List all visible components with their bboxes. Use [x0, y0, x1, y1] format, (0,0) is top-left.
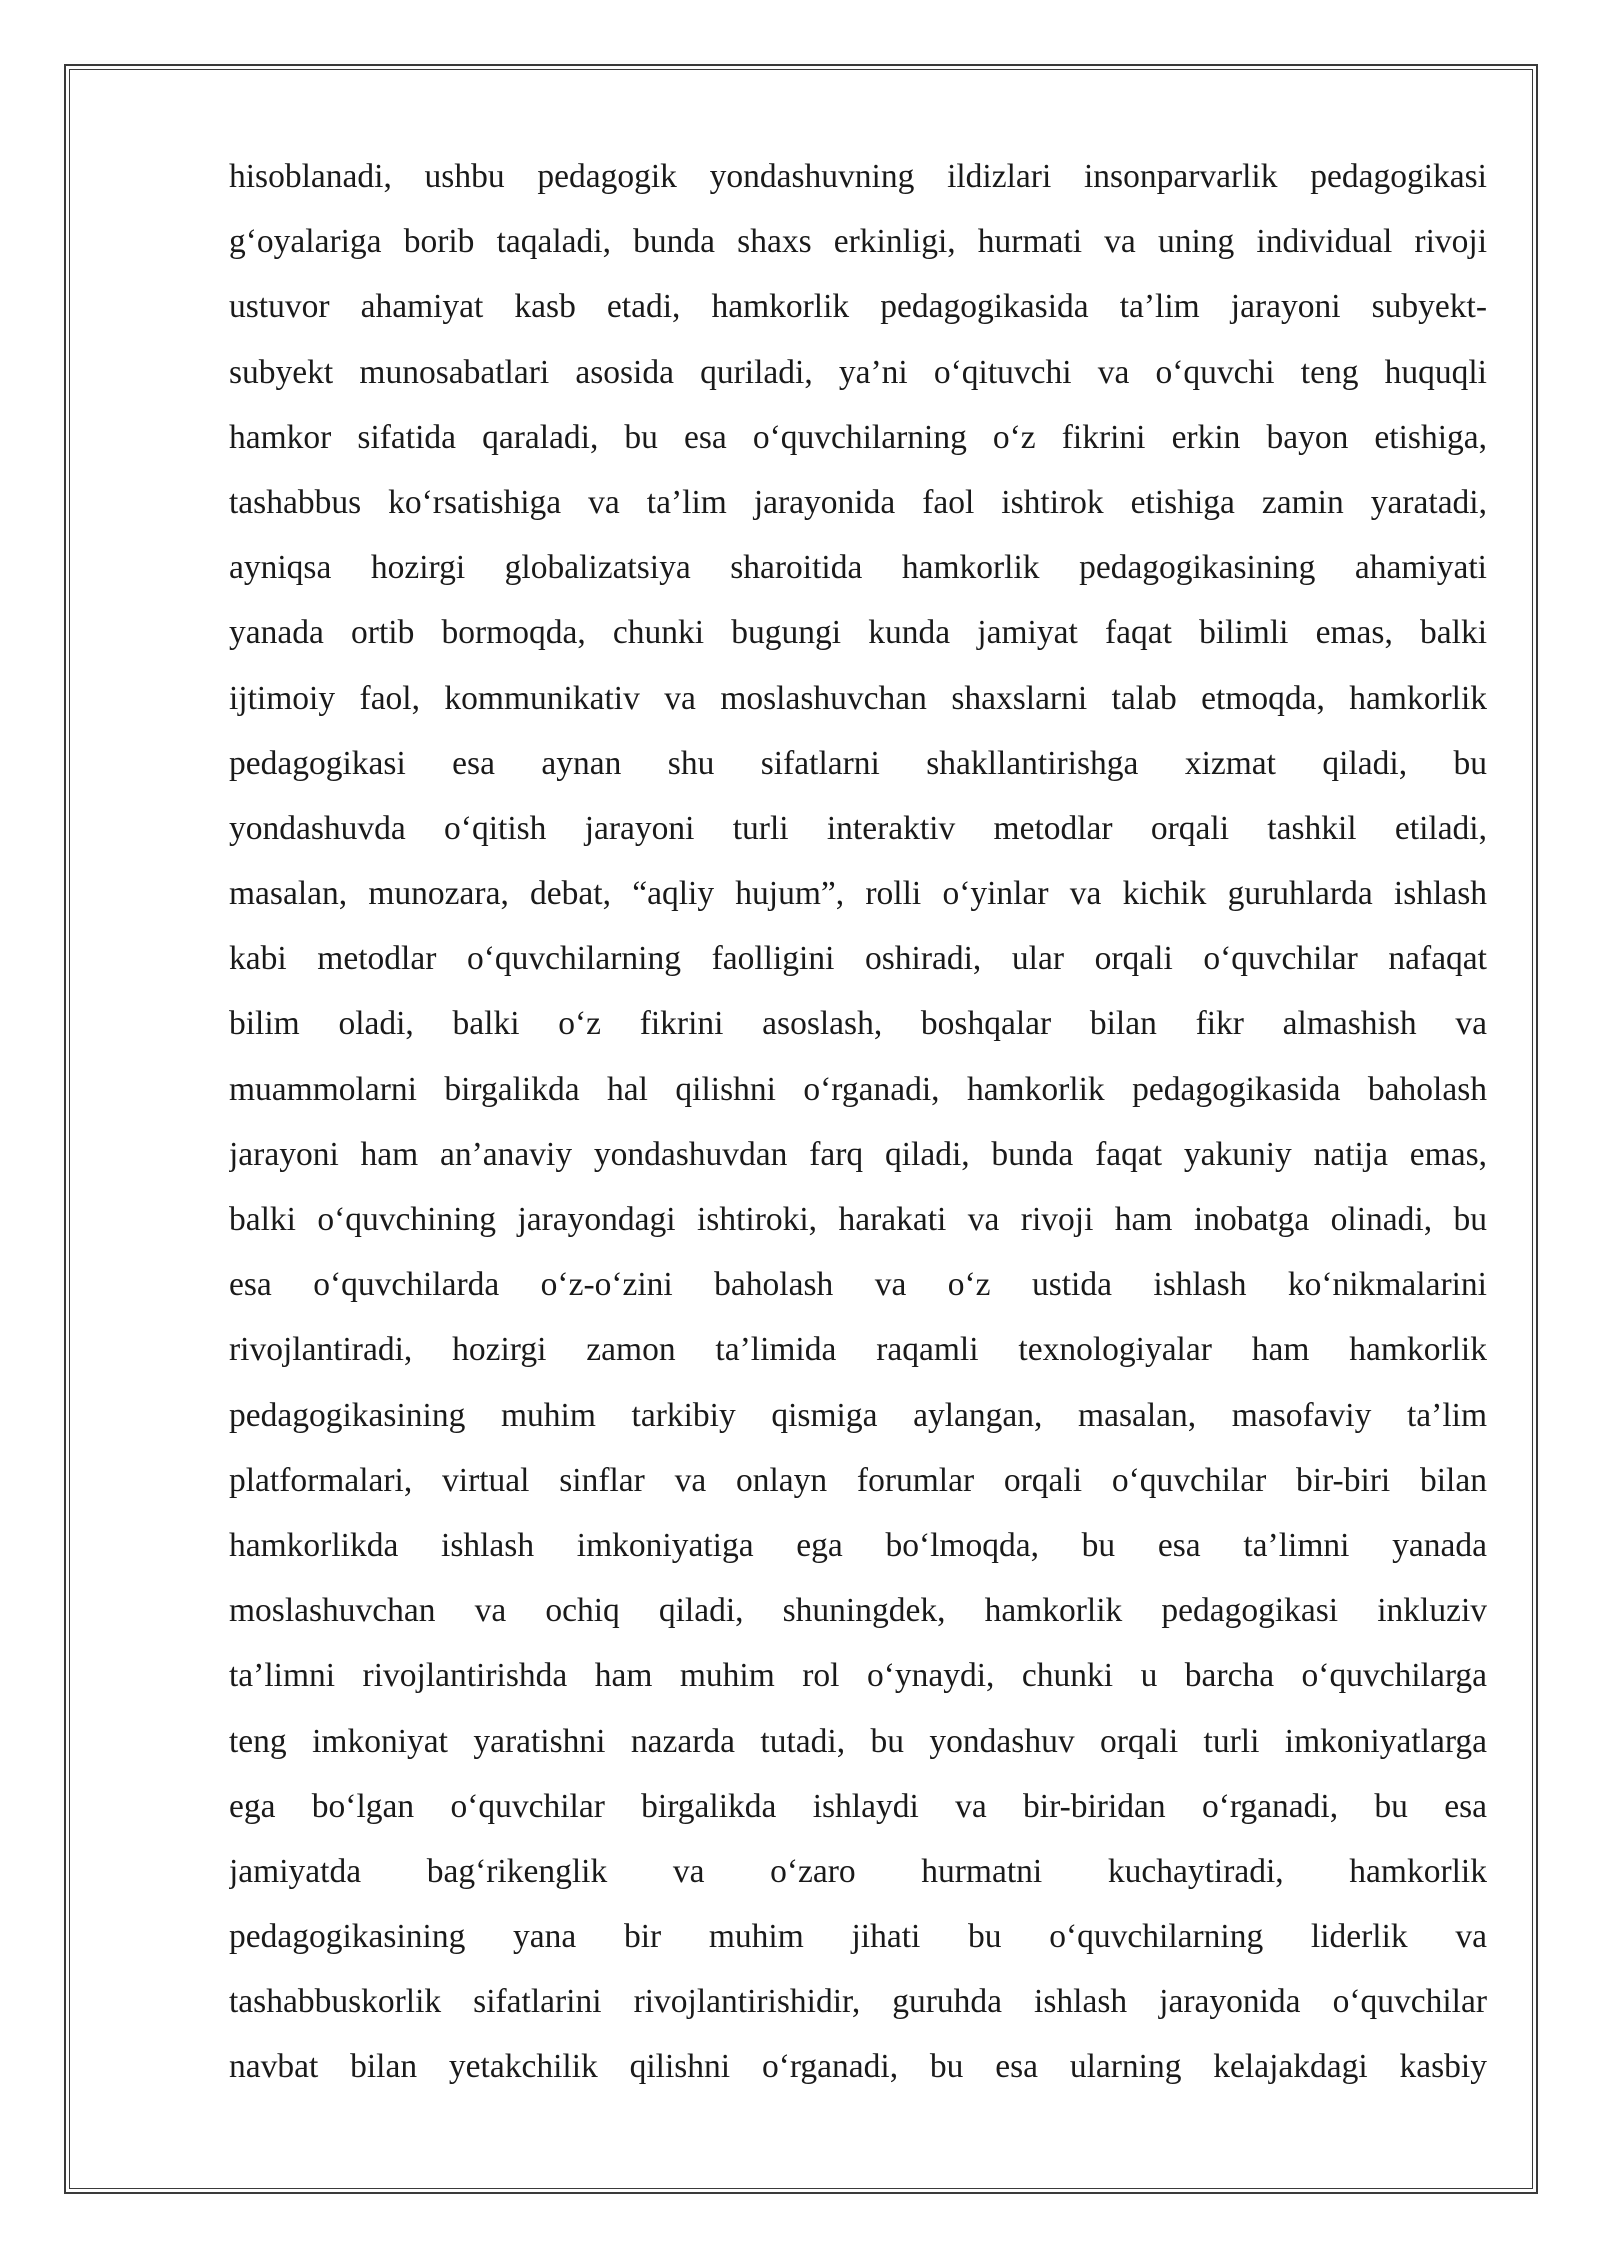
body-paragraph — [229, 144, 1487, 2100]
text-line: tashabbus ko‘rsatishiga va ta’lim jarayonida faol ishtirok etishiga zamin yaratadi, — [229, 483, 1487, 521]
text-line: balki o‘quvchining jarayondagi ishtiroki, harakati va rivoji ham inobatga olinadi, bu — [229, 1201, 1487, 1238]
text-line: subyekt munosabatlari asosida quriladi, ya’ni o‘qituvchi va o‘quvchi teng huquqli — [229, 353, 1487, 391]
text-line: yondashuvda o‘qitish jarayoni turli interaktiv metodlar orqali tashkil etiladi, — [229, 809, 1487, 847]
text-line: ustuvor ahamiyat kasb etadi, hamkorlik pedagogikasida ta’lim jarayoni subyekt- — [229, 288, 1487, 326]
text-line: platformalari, virtual sinflar va onlayn forumlar orqali o‘quvchilar bir-biri bilan — [229, 1461, 1487, 1499]
text-line: jamiyatda bag‘rikenglik va o‘zaro hurmatni kuchaytiradi, hamkorlik — [229, 1852, 1487, 1890]
text-line: bilim oladi, balki o‘z fikrini asoslash, boshqalar bilan fikr almashish va — [229, 1005, 1487, 1043]
text-line: ayniqsa hozirgi globalizatsiya sharoitida hamkorlik pedagogikasining ahamiyati — [229, 549, 1487, 587]
text-line: yanada ortib bormoqda, chunki bugungi kunda jamiyat faqat bilimli emas, balki — [229, 614, 1487, 652]
text-line: esa o‘quvchilarda o‘z-o‘zini baholash va o‘z ustida ishlash ko‘nikmalarini — [229, 1266, 1487, 1304]
text-line: g‘oyalariga borib taqaladi, bunda shaxs erkinligi, hurmati va uning individual rivoji — [229, 223, 1487, 261]
text-line: tashabbuskorlik sifatlarini rivojlantirishidir, guruhda ishlash jarayonida o‘quvchilar — [229, 1983, 1487, 2021]
text-line: ta’limni rivojlantirishda ham muhim rol o‘ynaydi, chunki u barcha o‘quvchilarga — [229, 1657, 1487, 1695]
text-line: navbat bilan yetakchilik qilishni o‘rganadi, bu esa ularning kelajakdagi kasbiy — [229, 2048, 1487, 2086]
text-line: pedagogikasi esa aynan shu sifatlarni shakllantirishga xizmat qiladi, bu — [229, 744, 1487, 782]
text-line: jarayoni ham an’anaviy yondashuvdan farq qiladi, bunda faqat yakuniy natija emas, — [229, 1135, 1487, 1173]
text-line: pedagogikasining muhim tarkibiy qismiga aylangan, masalan, masofaviy ta’lim — [229, 1396, 1487, 1434]
text-line: moslashuvchan va ochiq qiladi, shuningdek, hamkorlik pedagogikasi inkluziv — [229, 1592, 1487, 1630]
text-line: masalan, munozara, debat, “aqliy hujum”, rolli o‘yinlar va kichik guruhlarda ishlash — [229, 875, 1487, 913]
text-line: hamkor sifatida qaraladi, bu esa o‘quvchilarning o‘z fikrini erkin bayon etishiga, — [229, 418, 1487, 456]
text-line: hamkorlikda ishlash imkoniyatiga ega bo‘lmoqda, bu esa ta’limni yanada — [229, 1526, 1487, 1564]
text-line: kabi metodlar o‘quvchilarning faolligini oshiradi, ular orqali o‘quvchilar nafaqat — [229, 940, 1487, 978]
text-line: rivojlantiradi, hozirgi zamon ta’limida raqamli texnologiyalar ham hamkorlik — [229, 1331, 1487, 1369]
text-line: ega bo‘lgan o‘quvchilar birgalikda ishlaydi va bir-biridan o‘rganadi, bu esa — [229, 1787, 1487, 1825]
text-line: hisoblanadi, ushbu pedagogik yondashuvning ildizlari insonparvarlik pedagogikasi — [229, 158, 1487, 195]
text-line: ijtimoiy faol, kommunikativ va moslashuvchan shaxslarni talab etmoqda, hamkorlik — [229, 679, 1487, 717]
text-line: muammolarni birgalikda hal qilishni o‘rganadi, hamkorlik pedagogikasida baholash — [229, 1070, 1487, 1108]
text-line: teng imkoniyat yaratishni nazarda tutadi, bu yondashuv orqali turli imkoniyatlarga — [229, 1722, 1487, 1760]
text-line: pedagogikasining yana bir muhim jihati bu o‘quvchilarning liderlik va — [229, 1918, 1487, 1956]
